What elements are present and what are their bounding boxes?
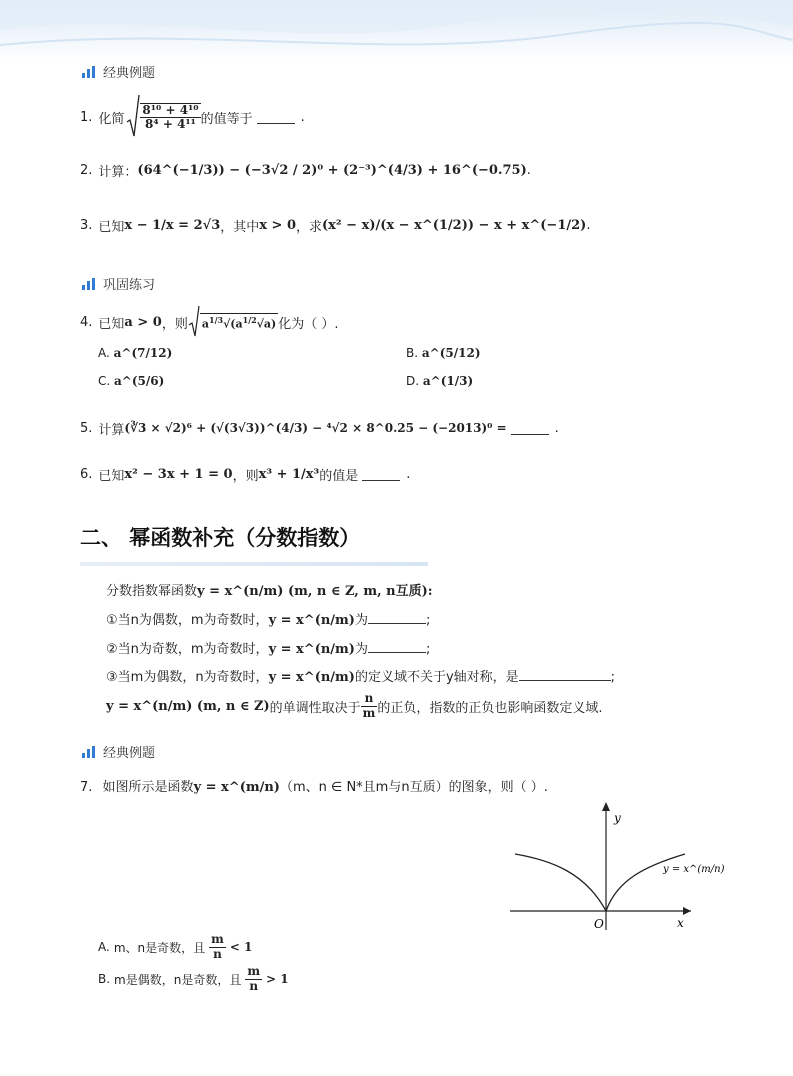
nested-radical: $a^{1/3}√(a^{1/2}√a)$	[188, 305, 278, 339]
box-math: y = x^(n/m) (m, n ∈ Z)	[106, 698, 270, 714]
option-label: B.	[406, 346, 419, 360]
question-text: 计算	[98, 422, 125, 438]
question-text-mid: ，其中	[220, 219, 260, 235]
origin-label: O	[594, 917, 604, 931]
fraction-numerator: n	[361, 692, 378, 706]
box-text: 的单调性取决于	[269, 700, 361, 716]
box-text-after: 为	[354, 642, 368, 657]
question-7	[80, 776, 548, 795]
q7-option-a[interactable]	[98, 930, 252, 964]
box-text: ③当m为偶数，n为奇数时，	[106, 670, 269, 685]
wave-decoration	[0, 0, 793, 60]
option-c[interactable]	[98, 374, 164, 388]
option-label: B.	[98, 972, 111, 986]
question-end: .	[406, 466, 411, 482]
condition-expression-2: x > 0	[259, 217, 297, 233]
x-axis-arrow-icon	[683, 907, 691, 915]
option-value: a^(7/12)	[113, 346, 173, 360]
question-number: 5.	[80, 420, 93, 436]
option-d[interactable]	[406, 374, 473, 388]
condition-expression: x² − 3x + 1 = 0	[124, 466, 233, 482]
section-heading-label: 巩固练习	[103, 278, 156, 293]
header-band	[0, 0, 793, 60]
question-text: 已知	[98, 219, 125, 235]
box-text: 分数指数幂函数	[106, 584, 198, 599]
question-number: 6.	[80, 466, 93, 482]
y-axis-label: y	[614, 811, 621, 825]
question-text: 已知	[98, 316, 125, 332]
box-line-4: ③当m为偶数，n为奇数时，y = x^(n/m)的定义域不关于y轴对称，是 ;	[106, 670, 616, 685]
question-end: .	[300, 109, 305, 125]
fraction-denominator: n	[249, 978, 259, 993]
curve-right-branch	[606, 854, 685, 911]
radical-sign-icon	[126, 94, 140, 140]
box-line-3: ②当n为奇数，m为奇数时，y = x^(n/m)为 ;	[106, 642, 431, 657]
question-number: 4.	[80, 314, 93, 330]
condition-expression: a > 0	[124, 314, 162, 330]
section-heading-classic-2	[82, 742, 155, 761]
question-number: 7.	[80, 780, 93, 795]
option-label: D.	[406, 374, 420, 388]
math-expression: (∛3 × √2)⁶ + (√(3√3))^(4/3) − ⁴√2 × 8^0.25 − (−2013)⁰ =	[124, 421, 507, 435]
box-text-after: 为	[354, 613, 368, 628]
fraction-numerator: m	[247, 964, 261, 979]
curve-left-branch	[515, 854, 606, 911]
answer-blank[interactable]	[368, 611, 426, 624]
box-line-1	[106, 580, 433, 599]
question-text: 化简	[98, 111, 125, 127]
condition-expression: x − 1/x = 2√3	[124, 217, 221, 233]
question-4	[80, 304, 339, 340]
question-number: 1.	[80, 109, 93, 125]
section-heading-label: 经典例题	[103, 746, 156, 761]
question-text-after: （m、n ∈ N*且m与n互质）的图象，则（ ）.	[279, 780, 548, 795]
fraction-denominator: 8⁴ + 4¹¹	[145, 117, 196, 131]
box-math: y = x^(n/m)	[268, 670, 355, 685]
box-text-after: 的定义域不关于y轴对称，是	[354, 670, 519, 685]
bar-chart-icon	[82, 746, 95, 758]
answer-blank[interactable]	[362, 468, 400, 481]
fraction-numerator: 8¹⁰ + 4¹⁰	[142, 102, 199, 117]
fraction	[209, 933, 226, 960]
option-b[interactable]	[406, 346, 481, 360]
part-title: 二、 幂函数补充（分数指数）	[80, 526, 361, 550]
question-text: 如图所示是函数	[102, 780, 194, 795]
curve-label: y = x^(m/n)	[663, 864, 725, 875]
relation: > 1	[266, 972, 289, 986]
question-number: 2.	[80, 162, 93, 178]
option-a[interactable]	[98, 346, 172, 360]
box-math: y = x^(n/m)	[268, 613, 355, 628]
question-text: 计算：	[98, 164, 138, 180]
option-label: C.	[98, 374, 111, 388]
math-expression: (x² − x)/(x − x^(1/2)) − x + x^(−1/2)	[322, 217, 587, 233]
option-value: a^(5/6)	[114, 374, 165, 388]
radical-expression	[126, 94, 200, 140]
fraction	[245, 965, 262, 992]
title-underline	[80, 562, 428, 566]
section-heading-practice	[82, 274, 155, 293]
bar-chart-icon	[82, 66, 95, 78]
q7-option-b[interactable]	[98, 962, 289, 996]
function-graph	[505, 800, 725, 935]
question-text-mid-2: ，求	[296, 219, 323, 235]
option-label: A.	[98, 940, 110, 954]
box-text: ①当n为偶数，m为奇数时，	[106, 613, 269, 628]
box-text-after: 的正负，指数的正负也影响函数定义域.	[377, 700, 603, 716]
question-3	[80, 202, 590, 248]
relation: < 1	[229, 940, 253, 954]
option-value: a^(1/3)	[422, 374, 474, 388]
fraction-denominator: m	[362, 705, 376, 720]
radical-sign-icon	[188, 305, 200, 339]
question-5	[80, 408, 559, 448]
math-expression: x³ + 1/x³	[258, 466, 320, 482]
question-text-after: 的值等于	[200, 111, 253, 127]
question-number: 3.	[80, 217, 93, 233]
question-end: .	[586, 217, 591, 233]
x-axis-label: x	[677, 916, 684, 930]
fraction	[361, 692, 378, 719]
question-end: .	[526, 162, 531, 178]
fraction-denominator: n	[213, 946, 222, 961]
option-value: a^(5/12)	[421, 346, 481, 360]
option-text: m、n是奇数，且	[113, 940, 206, 955]
answer-blank[interactable]	[511, 422, 549, 435]
question-2	[80, 148, 531, 192]
question-text: 已知	[98, 468, 125, 484]
box-line-5	[106, 688, 603, 724]
box-line-2: ①当n为偶数，m为奇数时，y = x^(n/m)为 ;	[106, 613, 431, 628]
question-text-mid: ，则	[161, 316, 188, 332]
box-math: y = x^(n/m)	[268, 642, 355, 657]
bar-chart-icon	[82, 278, 95, 290]
y-axis-arrow-icon	[602, 802, 610, 811]
math-expression: y = x^(m/n)	[193, 780, 280, 795]
section-heading-label: 经典例题	[103, 66, 156, 81]
question-text-mid: ，则	[232, 468, 259, 484]
question-text-after: 的值是	[319, 468, 359, 484]
fraction-numerator: m	[211, 932, 224, 947]
box-text: ②当n为奇数，m为奇数时，	[106, 642, 269, 657]
answer-blank[interactable]	[519, 668, 611, 681]
option-text: m是偶数，n是奇数，且	[114, 972, 242, 987]
answer-blank[interactable]	[257, 111, 295, 124]
question-6	[80, 458, 410, 490]
box-math: y = x^(n/m) (m, n ∈ Z, m, n互质):	[197, 584, 433, 599]
question-1	[80, 94, 305, 140]
question-text-after: 化为（ ）.	[278, 316, 339, 332]
math-expression: (64^(−1/3)) − (−3√2 / 2)⁰ + (2⁻³)^(4/3) + 16^(−0.75)	[137, 162, 527, 178]
section-heading-classic-1	[82, 62, 155, 81]
question-end: .	[554, 420, 559, 436]
answer-blank[interactable]	[368, 640, 426, 653]
option-label: A.	[98, 346, 110, 360]
